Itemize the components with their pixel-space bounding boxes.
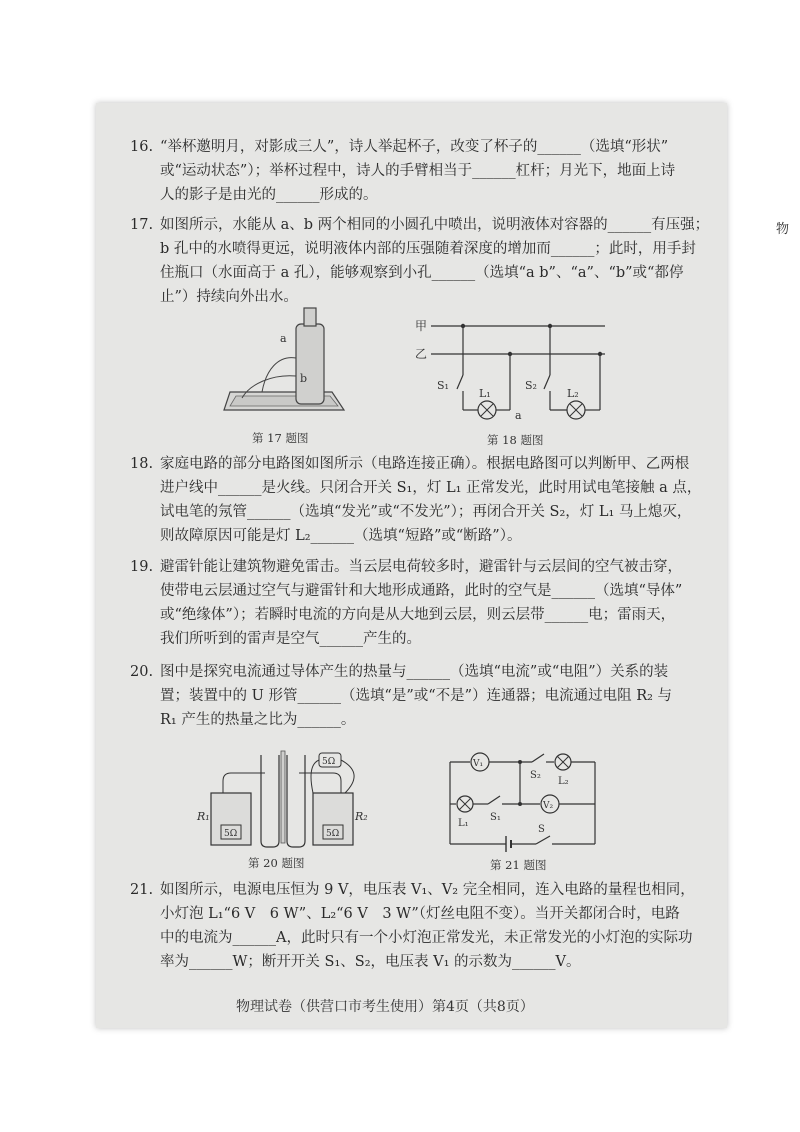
resistor-r2-value: 5Ω <box>326 829 340 839</box>
bottle <box>296 324 324 404</box>
question-16 <box>130 135 676 207</box>
question-line: 图中是探究电流通过导体产生的热量与______（选填“电流”或“电阻”）关系的装 <box>160 664 669 680</box>
figure-21-circuit <box>440 748 605 856</box>
label-l1: L₁ <box>458 818 469 829</box>
question-line: 小灯泡 L₁“6 V 6 W”、L₂“6 V 3 W”（灯丝电阻不变）。当开关都闭合时，电路 <box>160 906 680 922</box>
label-l2: L₂ <box>558 776 569 787</box>
question-number: 19. <box>130 559 154 575</box>
wire-yi-label: 乙 <box>415 347 428 361</box>
question-line: 如图所示，电源电压恒为 9 V，电压表 V₁、V₂ 完全相同，连入电路的量程也相同， <box>160 882 695 898</box>
question-number: 18. <box>130 456 154 472</box>
switch-s <box>536 836 550 844</box>
label-s2: S₂ <box>530 770 541 781</box>
label-r1: R₁ <box>197 810 210 823</box>
parallel-wire <box>341 760 354 793</box>
bottle-neck <box>304 308 316 326</box>
question-line: b 孔中的水喷得更远，说明液体内部的压强随着深度的增加而______；此时，用手封 <box>160 241 696 257</box>
label-r2: R₂ <box>355 810 368 823</box>
question-20 <box>130 660 673 732</box>
edge-mark: 物 <box>776 222 790 237</box>
question-line: 中的电流为______A，此时只有一个小灯泡正常发光，未正常发光的小灯泡的实际功 <box>160 930 693 946</box>
label-s1: S₁ <box>437 379 449 392</box>
question-line: 或“运动状态”）；举杯过程中，诗人的手臂相当于______杠杆；月光下，地面上诗 <box>160 163 676 179</box>
u-tube-left <box>261 755 279 847</box>
question-line: R₁ 产生的热量之比为______。 <box>160 712 356 728</box>
question-line: 人的影子是由光的______形成的。 <box>160 187 378 203</box>
scale-ruler <box>281 751 285 843</box>
figure-17-caption: 第 17 题图 <box>252 431 309 445</box>
question-line: 则故障原因可能是灯 L₂______（选填“短路”或“断路”）。 <box>160 528 522 544</box>
question-line: 止”）持续向外出水。 <box>160 289 298 305</box>
switch-s2 <box>532 754 544 762</box>
question-line: 如图所示，水能从 a、b 两个相同的小圆孔中喷出，说明液体对容器的______有压强； <box>160 217 710 233</box>
label-v1: V₁ <box>473 759 484 769</box>
figure-20-caption: 第 20 题图 <box>248 856 305 870</box>
question-number: 17. <box>130 217 154 233</box>
question-line: 住瓶口（水面高于 a 孔），能够观察到小孔______（选填“a b”、“a”、“b”或“都停 <box>160 265 684 281</box>
figure-17-bottle-diagram <box>220 300 360 430</box>
figure-18-household-circuit <box>415 315 615 425</box>
question-line: 家庭电路的部分电路图如图所示（电路连接正确）。根据电路图可以判断甲、乙两根 <box>160 456 690 472</box>
page-footer: 物理试卷（供营口市考生使用）第4页（共8页） <box>236 999 534 1015</box>
question-line: “举杯邀明月，对影成三人”，诗人举起杯子，改变了杯子的______（选填“形状” <box>160 139 669 155</box>
label-s: S <box>538 824 545 835</box>
label-s1: S₁ <box>490 812 501 823</box>
question-18 <box>130 452 702 548</box>
question-line: 进户线中______是火线。只闭合开关 S₁，灯 L₁ 正常发光，此时用试电笔接触 a 点， <box>160 480 702 496</box>
switch-s2 <box>544 375 550 389</box>
figure-21-caption: 第 21 题图 <box>490 858 547 872</box>
question-line: 或“绝缘体”）；若瞬时电流的方向是从大地到云层，则云层带______电；雷雨天， <box>160 607 676 623</box>
figure-20-joule-heating-apparatus <box>195 745 385 850</box>
resistor-parallel-value: 5Ω <box>322 757 336 767</box>
label-point-a: a <box>515 409 522 422</box>
question-number: 16. <box>130 139 154 155</box>
question-19 <box>130 555 683 651</box>
figure-18-caption: 第 18 题图 <box>487 433 544 447</box>
question-line: 避雷针能让建筑物避免雷击。当云层电荷较多时，避雷针与云层间的空气被击穿， <box>160 559 682 575</box>
question-number: 20. <box>130 664 154 680</box>
question-line: 使带电云层通过空气与避雷针和大地形成通路，此时的空气是______（选填“导体” <box>160 583 683 599</box>
label-b: b <box>300 372 308 385</box>
question-line: 置；装置中的 U 形管______（选填“是”或“不是”）连通器；电流通过电阻 R₂ 与 <box>160 688 673 704</box>
switch-s1 <box>488 796 500 804</box>
label-v2: V₂ <box>543 801 554 811</box>
question-number: 21. <box>130 882 154 898</box>
question-line: 试电笔的氖管______（选填“发光”或“不发光”）；再闭合开关 S₂，灯 L₁ 马上熄灭， <box>160 504 692 520</box>
air-tube-left <box>223 773 265 793</box>
resistor-r1-value: 5Ω <box>224 829 238 839</box>
water-jet-a <box>262 358 296 392</box>
question-17 <box>130 213 710 309</box>
parallel-wire <box>311 760 319 793</box>
wire-jia-label: 甲 <box>415 319 428 333</box>
label-s2: S₂ <box>525 379 537 392</box>
junction <box>518 760 522 764</box>
question-line: 我们所听到的雷声是空气______产生的。 <box>160 631 421 647</box>
question-line: 率为______W；断开开关 S₁、S₂，电压表 V₁ 的示数为______V。 <box>160 954 581 970</box>
label-l1: L₁ <box>479 387 491 400</box>
question-21 <box>130 878 695 974</box>
label-a: a <box>280 332 287 345</box>
switch-s1 <box>457 375 463 389</box>
u-tube-right <box>287 755 305 847</box>
label-l2: L₂ <box>567 387 579 400</box>
